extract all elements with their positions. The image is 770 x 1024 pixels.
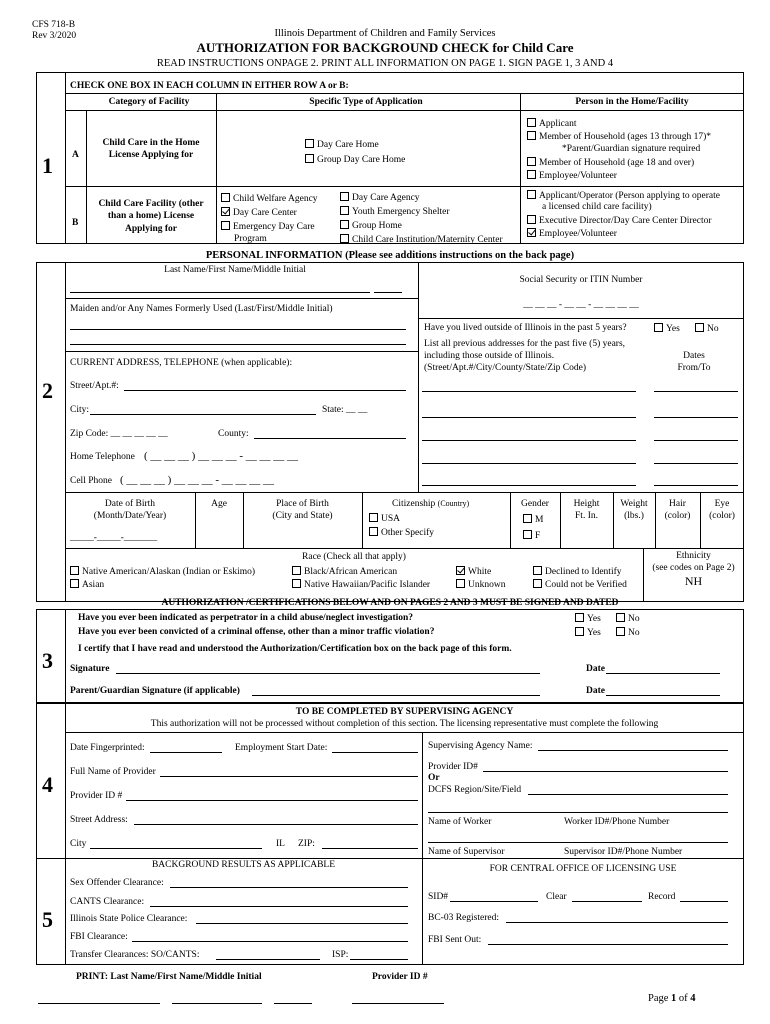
- prev-address-line-1[interactable]: [422, 391, 636, 392]
- race-pacific-islander[interactable]: Native Hawaiian/Pacific Islander: [292, 579, 430, 590]
- perpetrator-no-checkbox[interactable]: [616, 613, 625, 622]
- person-household-18-plus[interactable]: Member of Household (age 18 and over): [527, 157, 694, 168]
- home-phone-field[interactable]: ( __ __ __ ) __ __ __ - __ __ __ __: [144, 450, 298, 462]
- maiden-name-label: Maiden and/or Any Names Formerly Used (Last/First/Middle Initial): [70, 304, 333, 314]
- sid-line[interactable]: [450, 901, 538, 902]
- usa-checkbox[interactable]: [369, 513, 378, 522]
- provider-id-label: Provider ID #: [70, 791, 123, 801]
- height-label: Height: [573, 499, 600, 509]
- criminal-no[interactable]: No: [616, 627, 640, 638]
- perpetrator-yes[interactable]: Yes: [575, 613, 601, 624]
- certify-statement: I certify that I have read and understood the Authorization/Certification box on the back page of this form.: [78, 644, 512, 654]
- youth-emergency-shelter-checkbox[interactable]: [340, 206, 349, 215]
- dob-label: Date of Birth: [104, 499, 156, 509]
- pob-label: Place of Birth: [276, 499, 329, 509]
- type-child-welfare-agency[interactable]: Child Welfare Agency: [221, 193, 318, 204]
- provider-city-line[interactable]: [90, 848, 262, 849]
- race-black[interactable]: Black/African American: [292, 566, 397, 577]
- lived-outside-yes[interactable]: Yes: [654, 323, 680, 334]
- eye-label: Eye: [714, 499, 730, 509]
- emergency-day-care-checkbox[interactable]: [221, 221, 230, 230]
- applicant-operator-cont: a licensed child care facility): [542, 202, 652, 212]
- including-outside: including those outside of Illinois.: [424, 351, 555, 361]
- type-emergency-day-care[interactable]: Emergency Day Care: [221, 221, 315, 232]
- worker-line[interactable]: [428, 812, 728, 813]
- ethnicity-label: Ethnicity: [676, 551, 711, 561]
- type-day-care-home[interactable]: Day Care Home: [305, 139, 379, 150]
- cell-phone-field[interactable]: ( __ __ __ ) __ __ __ - __ __ __ __: [120, 474, 274, 486]
- hair-color: (color): [664, 511, 691, 521]
- provider-zip-line[interactable]: [322, 848, 418, 849]
- footer-provider-id-label: Provider ID #: [372, 972, 428, 982]
- record-label: Record: [648, 892, 676, 902]
- print-name-label: PRINT: Last Name/First Name/Middle Initial: [76, 972, 262, 982]
- lived-outside-question: Have you lived outside of Illinois in the past 5 years?: [424, 323, 627, 333]
- group-day-care-home-checkbox[interactable]: [305, 154, 314, 163]
- central-office-heading: FOR CENTRAL OFFICE OF LICENSING USE: [489, 864, 677, 874]
- form-id: CFS 718-B: [32, 20, 76, 30]
- current-address-label: CURRENT ADDRESS, TELEPHONE (when applicable):: [70, 358, 293, 368]
- race-declined[interactable]: Declined to Identify: [533, 566, 622, 577]
- race-unknown[interactable]: Unknown: [456, 579, 505, 590]
- person-applicant[interactable]: Applicant: [527, 118, 576, 129]
- perpetrator-yes-checkbox[interactable]: [575, 613, 584, 622]
- isp-clearance-label: Illinois State Police Clearance:: [70, 914, 188, 924]
- street-address-line[interactable]: [134, 824, 418, 825]
- background-results-heading: BACKGROUND RESULTS AS APPLICABLE: [151, 860, 336, 870]
- person-household-13-17[interactable]: Member of Household (ages 13 through 17)*: [527, 131, 711, 142]
- prev-dates-line-2[interactable]: [654, 417, 738, 418]
- supervisor-name-label: Name of Supervisor: [428, 847, 505, 857]
- row-b-letter: B: [72, 218, 79, 228]
- criminal-yes[interactable]: Yes: [575, 627, 601, 638]
- cants-label: CANTS Clearance:: [70, 897, 145, 907]
- dob-format: (Month/Date/Year): [93, 511, 167, 521]
- employment-start-label: Employment Start Date:: [235, 743, 328, 753]
- executive-director-checkbox[interactable]: [527, 215, 536, 224]
- city-input[interactable]: [90, 414, 316, 415]
- pacific-islander-checkbox[interactable]: [292, 579, 301, 588]
- isp-clearance-line[interactable]: [196, 923, 408, 924]
- person-executive-director[interactable]: Executive Director/Day Care Center Director: [527, 215, 712, 226]
- instructions-line: READ INSTRUCTIONS ONPAGE 2. PRINT ALL INFORMATION ON PAGE 1. SIGN PAGE 1, 3 AND 4: [156, 58, 614, 69]
- street-input[interactable]: [124, 390, 406, 391]
- prev-address-line-5[interactable]: [422, 485, 636, 486]
- citizenship-usa[interactable]: USA: [369, 513, 400, 524]
- provider-city-label: City: [70, 839, 87, 849]
- type-child-care-institution[interactable]: Child Care Institution/Maternity Center: [340, 234, 503, 245]
- gender-f[interactable]: F: [523, 530, 540, 541]
- sex-offender-label: Sex Offender Clearance:: [70, 878, 164, 888]
- cants-line[interactable]: [150, 906, 408, 907]
- type-day-care-agency[interactable]: Day Care Agency: [340, 192, 420, 203]
- parent-signature-line[interactable]: [252, 695, 540, 696]
- bc03-line[interactable]: [506, 922, 728, 923]
- maiden-line-2[interactable]: [70, 344, 406, 345]
- worker-id-label: Worker ID#/Phone Number: [564, 817, 670, 827]
- declined-checkbox[interactable]: [533, 566, 542, 575]
- form-title: AUTHORIZATION FOR BACKGROUND CHECK for Child Care: [196, 40, 574, 55]
- parent-date-line[interactable]: [606, 695, 720, 696]
- row-b-category: Child Care Facility (other than a home) License Applying for: [98, 199, 204, 234]
- not-verified-checkbox[interactable]: [533, 579, 542, 588]
- home-phone-label: Home Telephone: [70, 452, 135, 462]
- height-units: Ft. In.: [575, 511, 598, 521]
- unknown-checkbox[interactable]: [456, 579, 465, 588]
- race-native-american[interactable]: Native American/Alaskan (Indian or Eskimo): [70, 566, 255, 577]
- fbi-clearance-label: FBI Clearance:: [70, 932, 128, 942]
- person-employee-volunteer-b[interactable]: Employee/Volunteer: [527, 228, 617, 239]
- emergency-day-care-cont: Program: [234, 234, 267, 244]
- supervisor-id-label: Supervisor ID#/Phone Number: [564, 847, 683, 857]
- isp-transfer-line[interactable]: [350, 959, 408, 960]
- type-group-day-care-home[interactable]: Group Day Care Home: [305, 154, 405, 165]
- supervisor-line[interactable]: [428, 842, 728, 843]
- child-care-institution-checkbox[interactable]: [340, 234, 349, 243]
- weight-units: (lbs.): [624, 511, 644, 521]
- print-middle-initial-line[interactable]: [274, 1003, 312, 1004]
- prev-address-line-2[interactable]: [422, 417, 636, 418]
- supervising-heading: TO BE COMPLETED BY SUPERVISING AGENCY: [295, 707, 514, 717]
- dates-label: Dates: [683, 351, 705, 361]
- from-to-label: From/To: [677, 363, 711, 373]
- date-fingerprinted-label: Date Fingerprinted:: [70, 743, 145, 753]
- bc03-label: BC-03 Registered:: [428, 913, 499, 923]
- personal-info-heading: PERSONAL INFORMATION (Please see additions instructions on the back page): [205, 250, 575, 261]
- race-label: Race (Check all that apply): [302, 552, 406, 562]
- authorization-heading: AUTHORIZATION /CERTIFICATIONS BELOW AND ON PAGES 2 AND 3 MUST BE SIGNED AND DATED: [161, 598, 619, 608]
- parent-signature-note: *Parent/Guardian signature required: [562, 144, 701, 154]
- perpetrator-question: Have you ever been indicated as perpetrator in a child abuse/neglect investigation?: [78, 613, 414, 623]
- weight-label: Weight: [620, 499, 648, 509]
- group-home-checkbox[interactable]: [340, 220, 349, 229]
- provider-state: IL: [276, 839, 285, 849]
- race-not-verified[interactable]: Could not be Verified: [533, 579, 627, 590]
- fbi-sent-line[interactable]: [488, 944, 728, 945]
- fbi-clearance-line[interactable]: [132, 941, 408, 942]
- state-field[interactable]: State: __ __: [322, 405, 368, 415]
- cell-phone-label: Cell Phone: [70, 476, 112, 486]
- ssn-label: Social Security or ITIN Number: [519, 275, 643, 285]
- transfer-label: Transfer Clearances: SO/CANTS:: [70, 950, 200, 960]
- full-name-provider-line[interactable]: [160, 776, 418, 777]
- employee-volunteer-a-checkbox[interactable]: [527, 170, 536, 179]
- or-label: Or: [428, 773, 440, 783]
- worker-name-label: Name of Worker: [428, 817, 492, 827]
- ssn-field[interactable]: __ __ __ - __ __ - __ __ __ __: [523, 300, 639, 310]
- check-one-instruction: CHECK ONE BOX IN EACH COLUMN IN EITHER ROW A or B:: [70, 81, 349, 91]
- other-citizenship-checkbox[interactable]: [369, 527, 378, 536]
- applicant-checkbox[interactable]: [527, 118, 536, 127]
- hair-label: Hair: [669, 499, 686, 509]
- prev-dates-line-3[interactable]: [654, 440, 738, 441]
- prev-address-line-3[interactable]: [422, 440, 636, 441]
- lived-outside-yes-checkbox[interactable]: [654, 323, 663, 332]
- print-first-name-line[interactable]: [172, 1003, 262, 1004]
- employment-start-line[interactable]: [332, 752, 418, 753]
- citizenship-other[interactable]: Other Specify: [369, 527, 434, 538]
- address-format: (Street/Apt.#/City/County/State/Zip Code): [424, 363, 587, 373]
- signature-line[interactable]: [116, 673, 540, 674]
- list-previous-addresses: List all previous addresses for the past five (5) years,: [424, 339, 626, 349]
- supervising-agency-line[interactable]: [538, 750, 728, 751]
- sex-offender-line[interactable]: [170, 887, 408, 888]
- eye-color: (color): [709, 511, 735, 521]
- criminal-question: Have you ever been convicted of a criminal offense, other than a minor traffic violation?: [78, 627, 435, 637]
- city-label: City:: [70, 405, 90, 415]
- criminal-yes-checkbox[interactable]: [575, 627, 584, 636]
- day-care-home-checkbox[interactable]: [305, 139, 314, 148]
- signature-label: Signature: [70, 664, 110, 674]
- street-label: Street/Apt.#:: [70, 381, 119, 391]
- race-white[interactable]: White: [456, 566, 491, 577]
- provider-id2-label: Provider ID#: [428, 762, 478, 772]
- county-input[interactable]: [254, 438, 406, 439]
- gender-m[interactable]: M: [523, 514, 543, 525]
- asian-checkbox[interactable]: [70, 579, 79, 588]
- supervising-agency-label: Supervising Agency Name:: [428, 741, 533, 751]
- employee-volunteer-b-checkbox[interactable]: [527, 228, 536, 237]
- name-label: Last Name/First Name/Middle Initial: [164, 265, 306, 275]
- lived-outside-no-checkbox[interactable]: [695, 323, 704, 332]
- white-checkbox[interactable]: [456, 566, 465, 575]
- female-checkbox[interactable]: [523, 530, 532, 539]
- perpetrator-no[interactable]: No: [616, 613, 640, 624]
- dcfs-region-line[interactable]: [528, 794, 728, 795]
- full-name-provider-label: Full Name of Provider: [70, 767, 156, 777]
- criminal-no-checkbox[interactable]: [616, 627, 625, 636]
- day-care-agency-checkbox[interactable]: [340, 192, 349, 201]
- household-18-plus-checkbox[interactable]: [527, 157, 536, 166]
- print-provider-id-line[interactable]: [352, 1003, 444, 1004]
- page-indicator: Page 1 of 4: [648, 993, 696, 1004]
- section-number-3: 3: [42, 648, 53, 673]
- row-a-category: Child Care in the Home License Applying for: [102, 138, 200, 161]
- supervising-subheading: This authorization will not be processed without completion of this section. The licensing representative must complete the following: [150, 719, 659, 729]
- section-number-1: 1: [42, 153, 53, 178]
- gender-label: Gender: [521, 499, 549, 509]
- name-line[interactable]: [70, 292, 370, 293]
- clear-line[interactable]: [572, 901, 642, 902]
- prev-dates-line-5[interactable]: [654, 485, 738, 486]
- parent-date-label: Date: [586, 686, 605, 696]
- col-category-header: Category of Facility: [108, 97, 190, 107]
- county-label: County:: [218, 429, 249, 439]
- male-checkbox[interactable]: [523, 514, 532, 523]
- child-welfare-agency-checkbox[interactable]: [221, 193, 230, 202]
- form-revision: Rev 3/2020: [32, 31, 77, 41]
- pob-format: (City and State): [272, 511, 333, 521]
- parent-signature-label: Parent/Guardian Signature (if applicable): [70, 686, 240, 696]
- transfer-line[interactable]: [216, 959, 320, 960]
- prev-address-line-4[interactable]: [422, 463, 636, 464]
- signature-date-line[interactable]: [606, 673, 720, 674]
- day-care-center-checkbox[interactable]: [221, 207, 230, 216]
- native-american-checkbox[interactable]: [70, 566, 79, 575]
- col-type-header: Specific Type of Application: [309, 97, 423, 107]
- section-number-4: 4: [42, 772, 53, 797]
- citizenship-label: Citizenship (Country): [392, 499, 470, 509]
- prev-dates-line-4[interactable]: [654, 463, 738, 464]
- signature-date-label: Date: [586, 664, 605, 674]
- isp-transfer-label: ISP:: [332, 950, 349, 960]
- type-group-home[interactable]: Group Home: [340, 220, 402, 231]
- street-address-label: Street Address:: [70, 815, 128, 825]
- provider-zip-label: ZIP:: [298, 839, 315, 849]
- applicant-operator-checkbox[interactable]: [527, 190, 536, 199]
- print-last-name-line[interactable]: [38, 1003, 160, 1004]
- ethnicity-note: (see codes on Page 2): [652, 563, 735, 573]
- person-employee-volunteer-a[interactable]: Employee/Volunteer: [527, 170, 617, 181]
- age-label: Age: [211, 499, 227, 509]
- provider-id2-line[interactable]: [483, 771, 728, 772]
- record-line[interactable]: [680, 901, 728, 902]
- date-fingerprinted-line[interactable]: [150, 752, 222, 753]
- section-number-5: 5: [42, 907, 53, 932]
- prev-dates-line-1[interactable]: [654, 391, 738, 392]
- clear-label: Clear: [546, 892, 567, 902]
- race-asian[interactable]: Asian: [70, 579, 104, 590]
- zip-field[interactable]: Zip Code: __ __ __ __ __: [70, 429, 168, 439]
- dcfs-region-label: DCFS Region/Site/Field: [428, 785, 522, 795]
- col-person-header: Person in the Home/Facility: [575, 97, 689, 107]
- type-day-care-center[interactable]: Day Care Center: [221, 207, 297, 218]
- maiden-line-1[interactable]: [70, 329, 406, 330]
- black-checkbox[interactable]: [292, 566, 301, 575]
- sid-label: SID#: [428, 892, 449, 902]
- ethnicity-value[interactable]: NH: [684, 574, 703, 588]
- lived-outside-no[interactable]: No: [695, 323, 719, 334]
- dob-input[interactable]: _____-_____-_______: [70, 533, 158, 543]
- fbi-sent-label: FBI Sent Out:: [428, 935, 482, 945]
- household-13-17-checkbox[interactable]: [527, 131, 536, 140]
- type-youth-emergency-shelter[interactable]: Youth Emergency Shelter: [340, 206, 450, 217]
- section-number-2: 2: [42, 378, 53, 403]
- row-a-letter: A: [72, 150, 79, 160]
- person-applicant-operator[interactable]: Applicant/Operator (Person applying to operate: [527, 190, 720, 201]
- provider-id-line[interactable]: [126, 800, 418, 801]
- agency-name: Illinois Department of Children and Family Services: [274, 28, 496, 39]
